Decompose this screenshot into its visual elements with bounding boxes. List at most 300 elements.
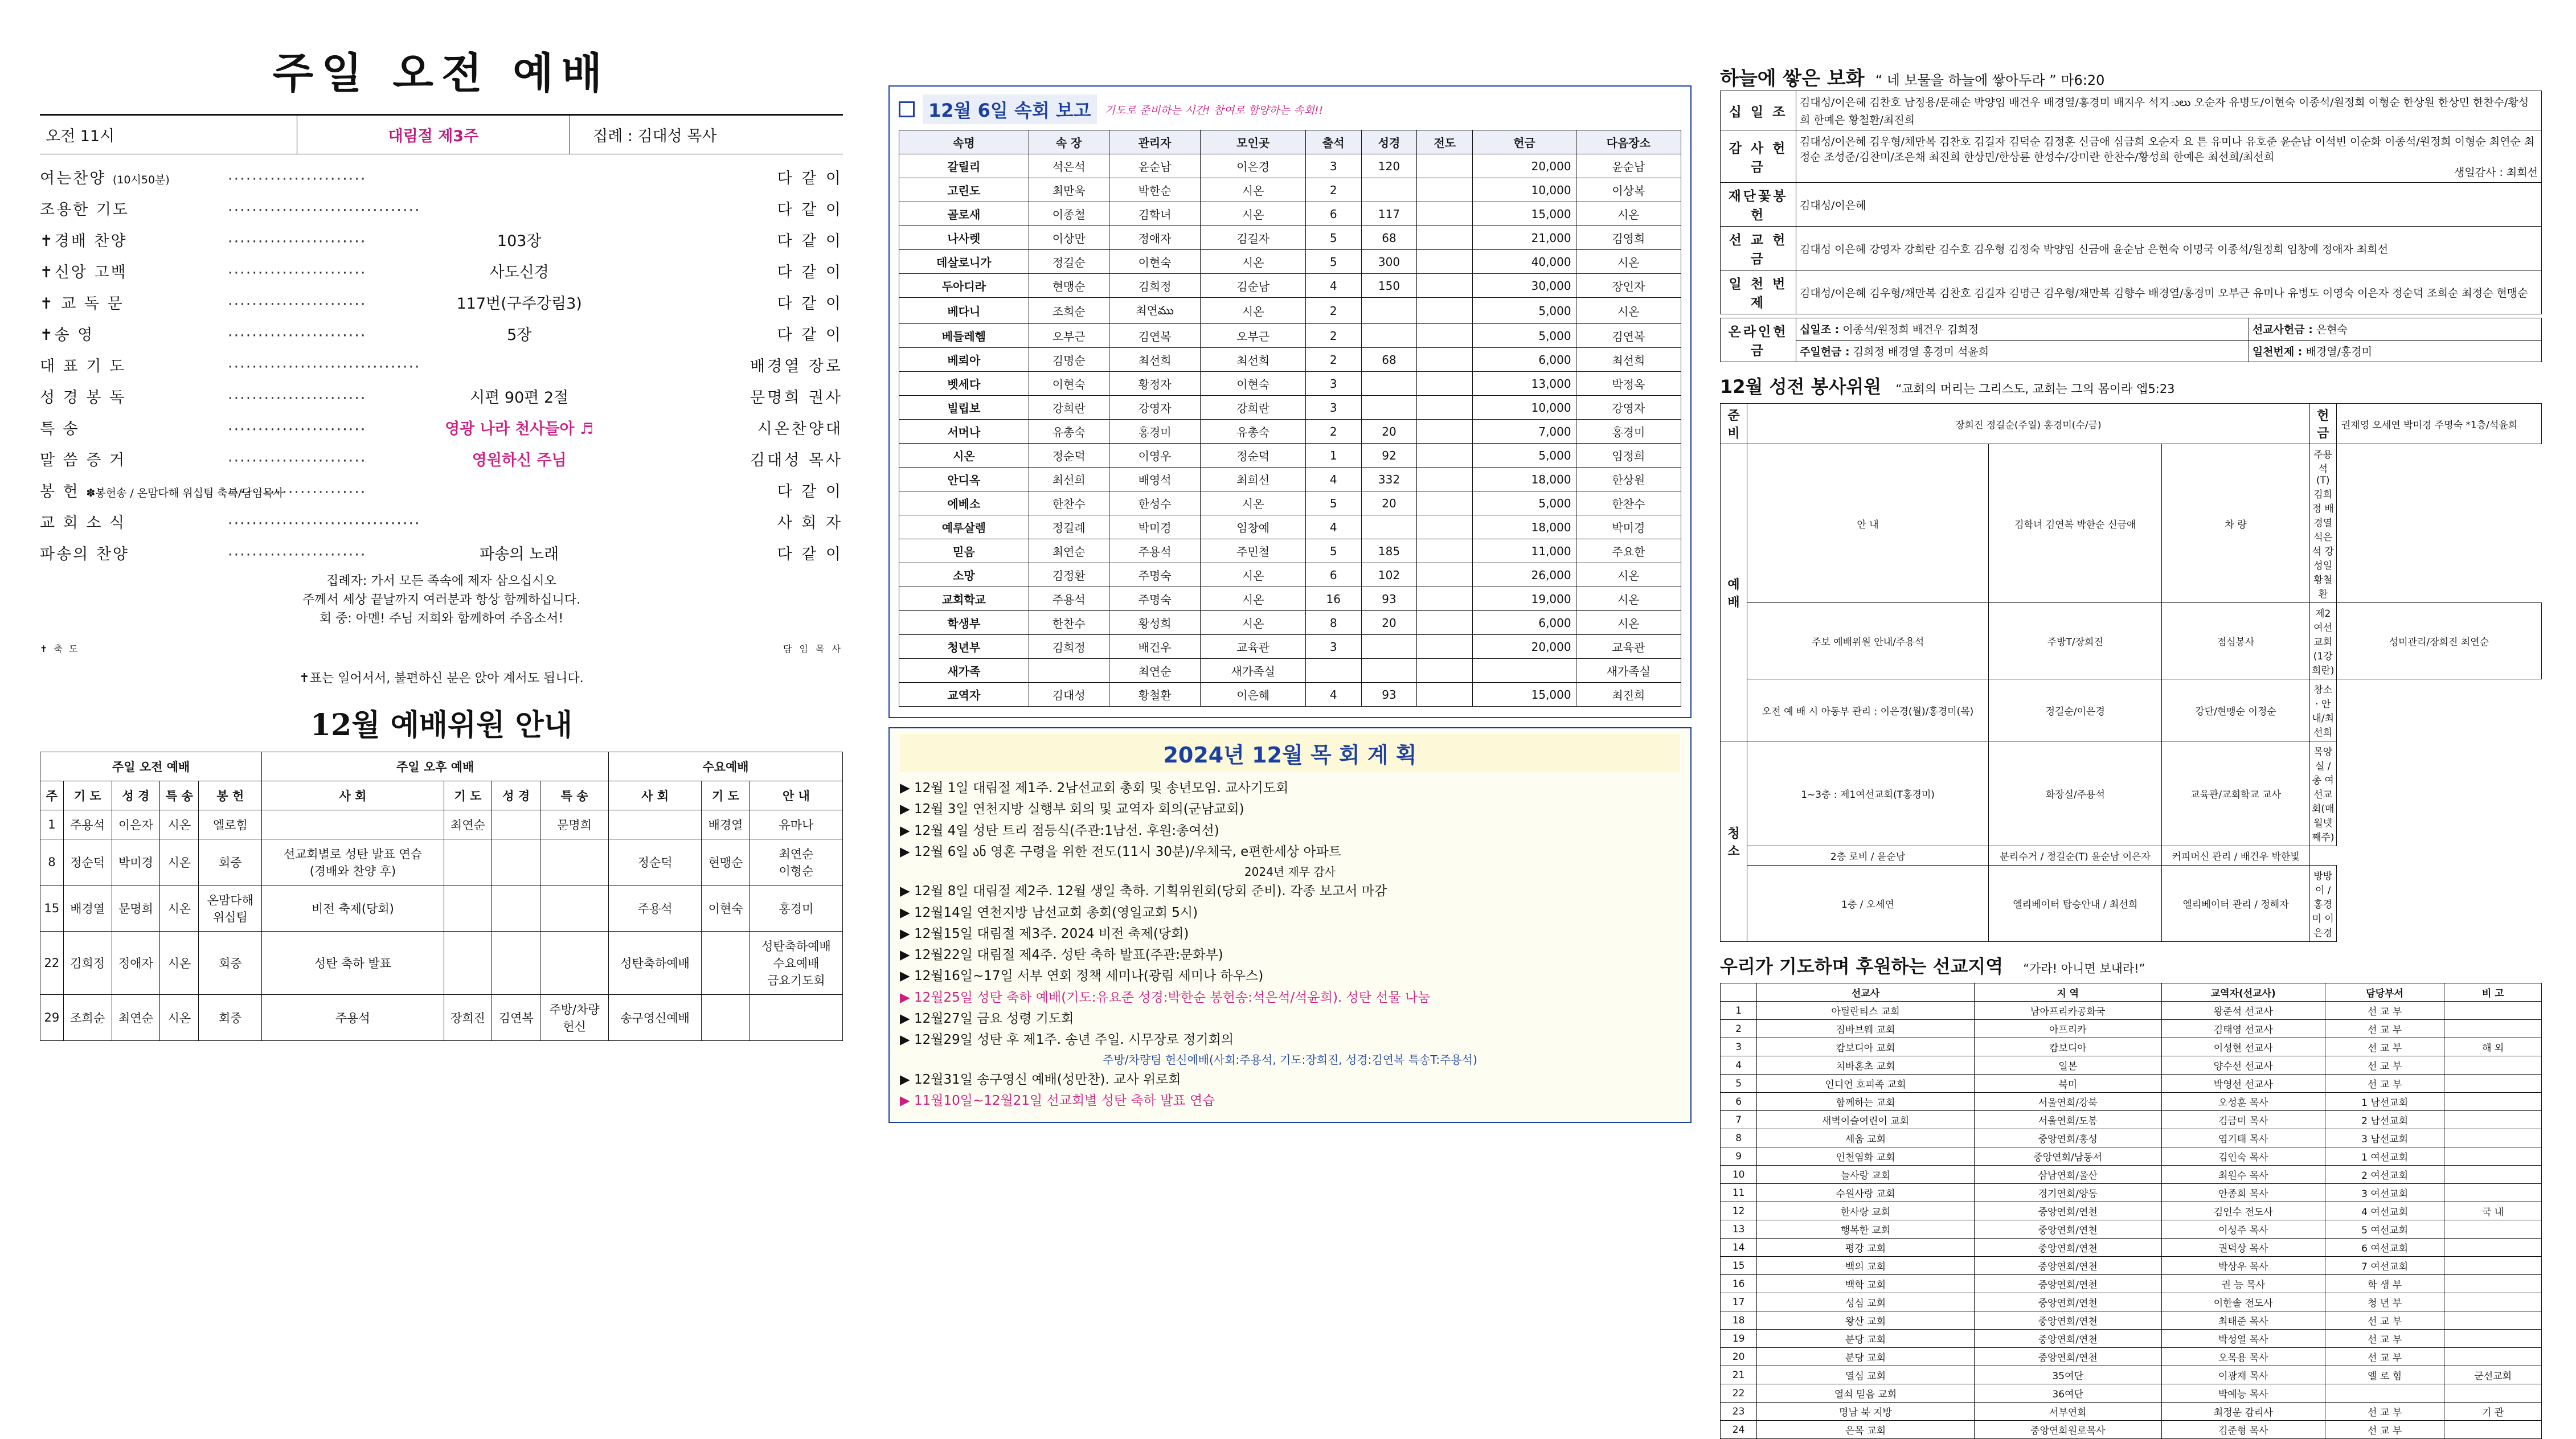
order-person: 시온찬양대 [757, 420, 843, 438]
worship-cell: 1~3층 : 제1여선교회(T홍경미) [1747, 741, 1989, 846]
table-cell: 최만욱 [1029, 178, 1109, 202]
table-cell: 2 [1305, 324, 1361, 348]
table-cell: 분당 교회 [1757, 1330, 1975, 1348]
table-cell: 4 [1305, 468, 1361, 491]
table-cell: 정길순 [1029, 250, 1109, 274]
order-person: 다 같 이 [777, 201, 843, 219]
cell-report-col: 속 장 [1029, 130, 1109, 154]
table-cell: 한사랑 교회 [1757, 1202, 1975, 1220]
table-cell [1473, 659, 1576, 683]
table-row [899, 468, 1681, 491]
table-cell: 22 [40, 932, 64, 995]
table-cell: 아틸란티스 교회 [1757, 1002, 1975, 1020]
table-row [40, 932, 843, 995]
service-header [40, 114, 843, 154]
table-cell: 회중 [199, 995, 262, 1041]
table-cell: 이현숙 [702, 885, 750, 932]
table-cell: 성탄축하예배 [609, 932, 702, 995]
table-cell: 10,000 [1473, 178, 1576, 202]
table-cell: 박미경 [112, 839, 160, 885]
table-cell: 300 [1361, 250, 1417, 274]
table-row [899, 226, 1681, 250]
worship-cell: 커피머신 관리 / 배건우 박한빛 [2162, 846, 2309, 866]
table-row [899, 348, 1681, 372]
table-cell: 늘사랑 교회 [1757, 1166, 1975, 1184]
order-dots: ······················· [228, 296, 367, 313]
table-cell [2444, 1293, 2542, 1311]
table-cell: 새가족 [899, 659, 1029, 683]
table-cell: 홍경미 [750, 885, 842, 932]
order-row [40, 317, 843, 348]
table-cell: 중앙연회/연천 [1974, 1275, 2161, 1293]
table-cell: 15,000 [1473, 683, 1576, 707]
table-row [899, 563, 1681, 587]
table-cell: 조희순 [63, 995, 112, 1041]
table-cell: 학생부 [899, 611, 1029, 635]
mission-col: 비 고 [2444, 983, 2542, 1002]
table-cell: 시온 [1201, 611, 1305, 635]
committee-col: 성 경 [112, 781, 160, 810]
table-row [1721, 1166, 2542, 1184]
table-row [899, 420, 1681, 444]
table-cell: 은목 교회 [1757, 1421, 1975, 1439]
offering-names: 김대성/이은혜 김우형/채만복 김찬호 김길자 김명근 김우형/채만복 김향수 배경열/홍경미 오부근 유미나 유병도 이영숙 이은자 정순덕 조희순 최정순 현맹순 [1796, 270, 2542, 314]
table-cell [609, 810, 702, 839]
table-cell: 7,000 [1473, 420, 1576, 444]
cell-report-col: 모인곳 [1201, 130, 1305, 154]
order-row [40, 348, 843, 379]
table-cell: 이종철 [1029, 202, 1109, 226]
worship-cell: 방방이 / 홍경미 이은경 [2309, 866, 2336, 942]
table-cell [1361, 396, 1417, 420]
table-cell: 최연순 [112, 995, 160, 1041]
table-cell [444, 885, 492, 932]
table-cell: 서머나 [899, 420, 1029, 444]
table-cell: 열심 교회 [1757, 1366, 1975, 1384]
cell-report-col: 성경 [1361, 130, 1417, 154]
table-cell: 13 [1721, 1220, 1757, 1239]
online-key-2: 일천번제 : 배경열/홍경미 [2249, 340, 2541, 362]
table-cell: 최연ము [1109, 298, 1201, 324]
worship-cell: 정길순/이은경 [1989, 679, 2162, 741]
plan-item: ▶ 12월 4일 성탄 트리 점등식(주관:1남선. 후원:총여선) [900, 823, 1219, 838]
table-cell: 20 [1361, 611, 1417, 635]
table-cell [444, 932, 492, 995]
online-key: 주일헌금 : 김희정 배경열 홍경미 석윤희 [1796, 340, 2249, 362]
table-row [899, 611, 1681, 635]
table-row [1721, 1330, 2542, 1348]
committee-table [40, 752, 843, 1041]
order-dots: ······················· [228, 546, 367, 564]
table-cell: 20 [1361, 491, 1417, 515]
table-row [40, 810, 843, 839]
table-cell: 교회학교 [899, 587, 1029, 611]
table-row [1721, 340, 2542, 362]
table-cell: 새가족실 [1201, 659, 1305, 683]
table-cell: 문명희 [112, 885, 160, 932]
table-cell [1305, 659, 1361, 683]
table-cell: 3 여선교회 [2325, 1184, 2444, 1202]
table-cell: 23 [1721, 1403, 1757, 1421]
table-cell: 중앙연회/연천 [1974, 1330, 2161, 1348]
table-cell: 한상원 [1576, 468, 1681, 491]
order-dots: ······················· [228, 264, 367, 282]
table-cell: 20 [1361, 420, 1417, 444]
table-cell: 중앙연회/연천 [1974, 1239, 2161, 1257]
table-cell: 믿음 [899, 539, 1029, 563]
table-row [1721, 318, 2542, 341]
table-cell: 20,000 [1473, 154, 1576, 178]
committee-col: 사 회 [262, 781, 444, 810]
worship-cell: 교육관/교회학교 교사 [2162, 741, 2309, 846]
cell-report-header [899, 95, 1681, 124]
table-cell: 염기태 목사 [2161, 1129, 2325, 1147]
committee-group: 주일 오전 예배 [40, 752, 262, 781]
table-row [40, 839, 843, 885]
table-cell: 11 [1721, 1184, 1757, 1202]
table-cell: 베다니 [899, 298, 1029, 324]
table-cell: 주용석 [1109, 539, 1201, 563]
table-cell: 치바혼초 교회 [1757, 1056, 1975, 1075]
table-cell: 시온 [899, 444, 1029, 468]
table-cell: 최태준 목사 [2161, 1311, 2325, 1330]
table-cell: 김연복 [1109, 324, 1201, 348]
table-cell: 4 [1305, 683, 1361, 707]
table-cell: 시온 [1576, 611, 1681, 635]
table-cell: 성심 교회 [1757, 1293, 1975, 1311]
table-cell: 박미경 [1109, 515, 1201, 539]
order-row [40, 505, 843, 536]
table-cell [2444, 1129, 2542, 1147]
table-cell: 에베소 [899, 491, 1029, 515]
table-cell: 김정환 [1029, 563, 1109, 587]
committee-col: 특 송 [160, 781, 199, 810]
table-cell [1417, 659, 1473, 683]
table-cell: 9 [1721, 1147, 1757, 1166]
order-detail: 사도신경 [489, 264, 549, 281]
table-row [1721, 1129, 2542, 1147]
table-row [899, 515, 1681, 539]
table-cell: 박한순 [1109, 178, 1201, 202]
order-dots: ······················· [228, 170, 367, 188]
table-row [899, 491, 1681, 515]
worship-service-title-text: 12월 성전 봉사위원 [1720, 376, 1882, 397]
table-cell: 1 남선교회 [2325, 1093, 2444, 1111]
table-cell: 29 [40, 995, 64, 1041]
table-cell: 배경열 [702, 810, 750, 839]
worship-head-label2: 헌 금 [2309, 404, 2336, 444]
table-row [1721, 1111, 2542, 1129]
table-cell [1417, 468, 1473, 491]
table-cell [1417, 298, 1473, 324]
table-cell: 나사렛 [899, 226, 1029, 250]
worship-cell-2: 점심봉사 [2162, 603, 2309, 679]
table-row [1721, 741, 2542, 846]
table-cell [2444, 1220, 2542, 1239]
table-cell: 김길자 [1201, 226, 1305, 250]
table-cell: 정순덕 [1029, 444, 1109, 468]
table-cell [1417, 250, 1473, 274]
mission-col: 지 역 [1974, 983, 2161, 1002]
order-person: 다 같 이 [777, 483, 843, 501]
table-cell: 세움 교회 [1757, 1129, 1975, 1147]
table-cell [444, 839, 492, 885]
table-cell: 2 [1305, 178, 1361, 202]
table-cell: 데살로니가 [899, 250, 1029, 274]
table-cell: 주민철 [1201, 539, 1305, 563]
table-cell [1361, 372, 1417, 396]
table-cell: 6 [1305, 563, 1361, 587]
table-cell [492, 839, 540, 885]
order-detail: 시편 90편 2절 [470, 389, 569, 407]
order-person: 다 같 이 [777, 170, 843, 187]
order-row [40, 160, 843, 191]
table-cell: 선 교 부 [2325, 1421, 2444, 1439]
table-cell: 윤순남 [1576, 154, 1681, 178]
table-cell: 4 [1305, 274, 1361, 298]
table-cell: 14 [1721, 1239, 1757, 1257]
order-label: ✝송 영 [40, 326, 95, 344]
table-cell: 1 여선교회 [2325, 1147, 2444, 1166]
table-cell: 엘 로 힘 [2325, 1366, 2444, 1384]
table-row [899, 202, 1681, 226]
table-cell: 7 여선교회 [2325, 1257, 2444, 1275]
table-cell: 3 남선교회 [2325, 1129, 2444, 1147]
table-cell [2444, 1147, 2542, 1166]
plan-item: ▶ 12월 1일 대림절 제1주. 2남선교회 총회 및 송년모임. 교사기도회 [900, 781, 1289, 796]
table-cell: 문명희 [540, 810, 609, 839]
table-cell: 김연복 [492, 995, 540, 1041]
monthly-plan-box [888, 727, 1692, 1123]
order-label: ✝신앙 고백 [40, 264, 128, 281]
table-cell: 1 [1721, 1002, 1757, 1020]
table-cell [1417, 202, 1473, 226]
table-cell: 정애자 [112, 932, 160, 995]
table-cell: 삼남연회/울산 [1974, 1166, 2161, 1184]
plan-item: ▶ 12월31일 송구영신 예배(성만찬). 교사 위로회 [900, 1072, 1181, 1087]
table-cell: 강영자 [1109, 396, 1201, 420]
table-cell: 주용석 [609, 885, 702, 932]
table-row [1721, 1403, 2542, 1421]
cell-report-title: 12월 6일 속회 보고 [923, 95, 1097, 124]
worship-cell: 엘리베이터 탑승안내 / 최선희 [1989, 866, 2162, 942]
table-cell: 소망 [899, 563, 1029, 587]
order-person: 다 같 이 [777, 546, 843, 563]
table-cell [1417, 178, 1473, 202]
table-cell: 중앙연회/연천 [1974, 1257, 2161, 1275]
service-season: 대림절 제3주 [297, 115, 570, 154]
worship-cell: 화장실/주용석 [1989, 741, 2162, 846]
table-cell: 40,000 [1473, 250, 1576, 274]
order-row [40, 285, 843, 317]
table-cell: 현맹순 [1029, 274, 1109, 298]
table-cell: 북미 [1974, 1075, 2161, 1093]
table-row [899, 539, 1681, 563]
table-cell: 김연복 [1576, 324, 1681, 348]
table-row [1721, 1293, 2542, 1311]
table-cell: 10,000 [1473, 396, 1576, 420]
table-cell: 15,000 [1473, 202, 1576, 226]
offering-category: 일 천 번 제 [1721, 270, 1796, 314]
table-cell: 정순덕 [1201, 444, 1305, 468]
mission-col: 교역자(선교사) [2161, 983, 2325, 1002]
table-cell: 20 [1721, 1348, 1757, 1366]
table-cell: 회중 [199, 932, 262, 995]
worship-head-value2: 권재영 오세연 박미경 주명숙 *1층/석윤희 [2336, 404, 2541, 444]
table-cell: 오성훈 목사 [2161, 1093, 2325, 1111]
table-row [1721, 1020, 2542, 1038]
table-cell: 장희진 [444, 995, 492, 1041]
table-cell: 베뢰아 [899, 348, 1029, 372]
table-cell [2444, 1184, 2542, 1202]
plan-item: ▶ 12월 8일 대림절 제2주. 12월 생일 축하. 기획위원회(당회 준비). 각종 보고서 마감 [900, 884, 1387, 899]
table-cell: 시온 [160, 885, 199, 932]
table-cell: 2 [1305, 298, 1361, 324]
table-cell [1417, 539, 1473, 563]
table-cell: 중앙연회/연천 [1974, 1348, 2161, 1366]
table-cell [1417, 444, 1473, 468]
table-row [40, 995, 843, 1041]
table-cell: 새벽이슬여린이 교회 [1757, 1111, 1975, 1129]
table-cell: 최선희 [1109, 348, 1201, 372]
mission-title-text: 우리가 기도하며 후원하는 선교지역 [1720, 956, 2004, 977]
table-cell: 16 [1305, 587, 1361, 611]
order-dots: ······················· [228, 390, 367, 407]
table-cell: 성탄 축하 발표 [262, 932, 444, 995]
table-row [1721, 1202, 2542, 1220]
plan-subitem: 2024년 재무 감사 [1244, 865, 1336, 879]
plan-subitem: 주방/차량팀 헌신예배(사회:주용석, 기도:장희진, 성경:김연복 특송T:주용석) [1103, 1053, 1477, 1067]
table-cell: 최연순 [1029, 539, 1109, 563]
table-cell: 이상복 [1576, 178, 1681, 202]
cell-report-note: 기도로 준비하는 시간! 참여로 함양하는 속회!! [1104, 104, 1324, 117]
table-cell: 2 [1721, 1020, 1757, 1038]
table-cell: 최선희 [1201, 348, 1305, 372]
table-cell: 선 교 부 [2325, 1330, 2444, 1348]
order-label: ✝ 교 독 문 [40, 295, 124, 313]
table-cell: 15 [1721, 1257, 1757, 1275]
offering-table [1720, 91, 2542, 314]
order-label: 파송의 찬양 [40, 546, 129, 563]
table-cell: 경기연회/양동 [1974, 1184, 2161, 1202]
table-cell [2444, 1421, 2542, 1439]
order-person: 다 같 이 [777, 326, 843, 344]
table-cell [1361, 515, 1417, 539]
table-cell: 청년부 [899, 635, 1029, 659]
table-cell: 3 [1721, 1038, 1757, 1056]
order-label: 교 회 소 식 [40, 514, 126, 532]
table-cell: 박예능 목사 [2161, 1384, 2325, 1403]
table-row [1721, 183, 2542, 227]
table-cell: 열쇠 믿음 교회 [1757, 1384, 1975, 1403]
table-row [1721, 1366, 2542, 1384]
table-cell: 서부연회 [1974, 1403, 2161, 1421]
table-cell: 2 [1305, 420, 1361, 444]
worship-cell: 주방T/장희진 [1989, 603, 2162, 679]
worship-cell: 엘리베이터 관리 / 정해자 [2162, 866, 2309, 942]
worship-cell: 창소 · 안내/최선희 [2309, 679, 2336, 741]
table-cell: 배건우 [1109, 635, 1201, 659]
table-cell [2444, 1075, 2542, 1093]
mission-col [1721, 983, 1757, 1002]
responsive-line: 주께서 세상 끝날까지 여러분과 항상 함께하십니다. [302, 593, 581, 607]
table-cell: 장인자 [1576, 274, 1681, 298]
benediction-person: 담 임 목 사 [783, 643, 843, 654]
table-cell: 시온 [1576, 587, 1681, 611]
cell-report-col: 속명 [899, 130, 1029, 154]
committee-col: 특 송 [540, 781, 609, 810]
order-dots: ································ [228, 515, 421, 532]
table-cell: 회중 [199, 839, 262, 885]
table-cell: 한찬수 [1576, 491, 1681, 515]
table-row [1721, 270, 2542, 314]
order-label: 말 씀 증 거 [40, 452, 126, 469]
table-cell: 26,000 [1473, 563, 1576, 587]
table-cell: 캄보디아 [1974, 1038, 2161, 1056]
table-cell: 5,000 [1473, 324, 1576, 348]
table-cell: 시온 [1201, 178, 1305, 202]
table-cell: 12 [1721, 1202, 1757, 1220]
order-row [40, 536, 843, 567]
table-cell: 최희선 [1201, 468, 1305, 491]
worship-cell: 오전 예 배 시 아동부 관리 : 이은경(월)/홍경미(목) [1747, 679, 1989, 741]
table-cell: 김희정 [63, 932, 112, 995]
offering-title: 하늘에 쌓은 보화 [1720, 67, 1865, 90]
standing-footnote: ✝표는 일어서서, 불편하신 분은 앉아 계서도 됩니다. [299, 671, 584, 686]
offering-names: 김대성/이은혜 김찬호 남정용/문해순 박양임 배건우 배경열/홍경미 배지우 석지ులు 오순자 유병도/이현숙 이종석/원정희 이형순 한상원 한상민 한찬수/황성희 한예은 황철환/최진희 [1796, 91, 2542, 130]
table-cell: 21,000 [1473, 226, 1576, 250]
offering-header [1720, 63, 2542, 91]
table-cell [2444, 1111, 2542, 1129]
table-cell: 시온 [160, 810, 199, 839]
table-cell: 김태영 선교사 [2161, 1020, 2325, 1038]
table-cell: 최선희 [1576, 348, 1681, 372]
table-cell: 예루살렘 [899, 515, 1029, 539]
table-cell: 김명순 [1029, 348, 1109, 372]
table-cell: 21 [1721, 1366, 1757, 1384]
table-cell: 18,000 [1473, 468, 1576, 491]
table-cell: 이은자 [112, 810, 160, 839]
table-cell [2444, 1093, 2542, 1111]
table-row [899, 298, 1681, 324]
table-cell: 24 [1721, 1421, 1757, 1439]
worship-service-verse: “교회의 머리는 그리스도, 교회는 그의 몸이라 엡5:23 [1895, 382, 2175, 396]
table-cell: 강영자 [1576, 396, 1681, 420]
order-detail: 영광 나라 천사들아 ♬ [445, 420, 594, 438]
table-cell: 김학녀 [1109, 202, 1201, 226]
table-cell: 시온 [1201, 587, 1305, 611]
table-cell: 시온 [160, 995, 199, 1041]
order-dots: ······················· [228, 233, 367, 251]
table-cell: 주용석 [63, 810, 112, 839]
order-row [40, 191, 843, 223]
cell-report-col: 출석 [1305, 130, 1361, 154]
table-cell: 최연순 이형순 [750, 839, 842, 885]
table-cell: 6,000 [1473, 611, 1576, 635]
plan-item: ▶ 12월15일 대림절 제3주. 2024 비전 축제(당회) [900, 926, 1189, 941]
table-cell: 비전 축제(당회) [262, 885, 444, 932]
table-cell: 윤순남 [1109, 154, 1201, 178]
table-cell: 박미경 [1576, 515, 1681, 539]
table-cell [2444, 1330, 2542, 1348]
table-cell: 김준형 목사 [2161, 1421, 2325, 1439]
table-cell: 수원사랑 교회 [1757, 1184, 1975, 1202]
table-cell: 임정희 [1576, 444, 1681, 468]
offering-category: 선 교 헌 금 [1721, 227, 1796, 270]
table-cell: 한찬수 [1029, 611, 1109, 635]
table-cell: 선 교 부 [2325, 1056, 2444, 1075]
table-cell: 해 외 [2444, 1038, 2542, 1056]
